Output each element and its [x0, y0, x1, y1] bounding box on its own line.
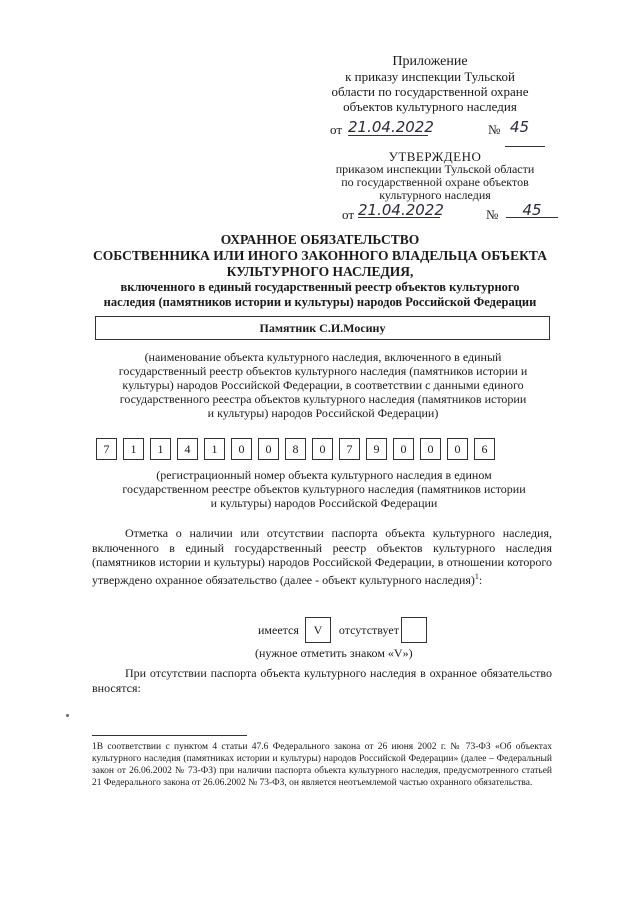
absent-checkbox[interactable] — [401, 617, 427, 643]
object-note-line4: государственного реестра объектов культурного наследия (памятников истории — [119, 392, 527, 406]
appendix-header — [300, 54, 560, 140]
reg-digit: 1 — [204, 438, 225, 460]
reg-digit: 0 — [231, 438, 252, 460]
absent-label: отсутствует — [338, 622, 399, 637]
exists-checkbox[interactable]: V — [305, 617, 331, 643]
absent-section — [92, 666, 552, 695]
appendix-number-underline — [505, 146, 545, 147]
reg-digit: 1 — [150, 438, 171, 460]
reg-digit: 0 — [447, 438, 468, 460]
passport-check-row — [258, 616, 433, 644]
reg-digit: 0 — [258, 438, 279, 460]
appendix-from-label: от — [330, 122, 343, 137]
object-note-line5: и культуры) народов Российской Федерации) — [207, 406, 439, 420]
footnote-reference: 1 — [474, 571, 479, 581]
object-name-box — [95, 316, 550, 340]
reg-digit: 0 — [420, 438, 441, 460]
title-line1: ОХРАННОЕ ОБЯЗАТЕЛЬСТВО — [220, 232, 420, 247]
footnote: 1В соответствии с пунктом 4 статьи 47.6 Федерального закона от 26 июня 2002 г. № 73-ФЗ «Об объектах культурного наследия (памятниках истории и культуры) народов Российской Федерации» (далее – Федеральный закон от 26.06.2002 № 73-ФЗ) при наличии паспорта объекта культурного наследия, предусмотренного статьей 21 Федерального закона от 26.06.2002 № 73-ФЗ, он является неотъемлемой частью охранного обязательства. — [92, 742, 552, 788]
approved-date-number — [300, 201, 570, 224]
footnote-separator — [92, 735, 247, 736]
object-note-line2: государственный реестр объектов культурного наследия (памятников истории и — [118, 364, 528, 378]
object-note-line3: культуры) народов Российской Федерации, в соответствии с данными единого — [122, 378, 524, 392]
appendix-line3: области по государственной охране — [331, 84, 529, 99]
passport-section — [92, 526, 552, 587]
appendix-date: 21.04.2022 — [348, 118, 434, 136]
absent-paragraph: При отсутствии паспорта объекта культурного наследия в охранное обязательство вносятся: — [92, 666, 552, 695]
reg-note-line1: (регистрационный номер объекта культурного наследия в едином — [156, 468, 492, 482]
title-line5: наследия (памятников истории и культуры) народов Российской Федерации — [103, 295, 537, 309]
scan-mark — [66, 714, 69, 717]
object-name: Памятник С.И.Мосину — [259, 321, 386, 335]
reg-note-line2: государственном реестре объектов культурного наследия (памятников истории — [122, 482, 526, 496]
registration-number — [96, 438, 495, 460]
reg-digit: 0 — [312, 438, 333, 460]
approved-from-label: от — [342, 207, 355, 222]
approved-line1: приказом инспекции Тульской области — [335, 162, 535, 176]
appendix-line2: к приказу инспекции Тульской — [345, 69, 515, 84]
reg-note-line3: и культуры) народов Российской Федерации — [210, 496, 438, 510]
reg-digit: 9 — [366, 438, 387, 460]
passport-paragraph — [92, 526, 552, 587]
reg-digit: 0 — [393, 438, 414, 460]
approved-number: 45 — [506, 204, 558, 218]
passport-paragraph-text: Отметка о наличии или отсутствии паспорта объекта культурного наследия, включенного в единый государственный реестр объектов культурного наследия (памятников истории и культуры) народов Российской Федерации, в отношении которого утверждено охранное обязательство (далее - объект культурного наследия) — [92, 526, 552, 587]
exists-label: имеется — [258, 622, 299, 637]
reg-digit: 6 — [474, 438, 495, 460]
title-line4: включенного в единый государственный реестр объектов культурного — [120, 280, 520, 294]
document-title — [80, 232, 560, 310]
reg-digit: 8 — [285, 438, 306, 460]
appendix-number: 45 — [510, 118, 530, 136]
appendix-date-number — [300, 120, 560, 140]
appendix-num-label: № — [488, 122, 501, 137]
title-line2: СОБСТВЕННИКА ИЛИ ИНОГО ЗАКОННОГО ВЛАДЕЛЬЦА ОБЪЕКТА — [93, 248, 547, 263]
approved-heading: УТВЕРЖДЕНО — [388, 149, 482, 164]
approved-block — [300, 150, 570, 224]
object-note-line1: (наименование объекта культурного наследия, включенного в единый — [144, 350, 502, 364]
registration-note — [96, 468, 552, 510]
approved-date: 21.04.2022 — [358, 201, 444, 219]
passport-colon: : — [478, 572, 483, 587]
check-note: (нужное отметить знаком «V») — [255, 646, 413, 660]
reg-digit: 1 — [123, 438, 144, 460]
reg-digit: 4 — [177, 438, 198, 460]
appendix-line1: Приложение — [392, 54, 468, 69]
reg-digit: 7 — [339, 438, 360, 460]
approved-num-label: № — [486, 207, 499, 222]
reg-digit: 7 — [96, 438, 117, 460]
appendix-line4: объектов культурного наследия — [343, 99, 517, 114]
title-line3: КУЛЬТУРНОГО НАСЛЕДИЯ, — [226, 264, 414, 279]
approved-line2: по государственной охране объектов — [341, 175, 529, 189]
object-name-note — [95, 350, 551, 420]
approved-line3: культурного наследия — [379, 188, 491, 202]
